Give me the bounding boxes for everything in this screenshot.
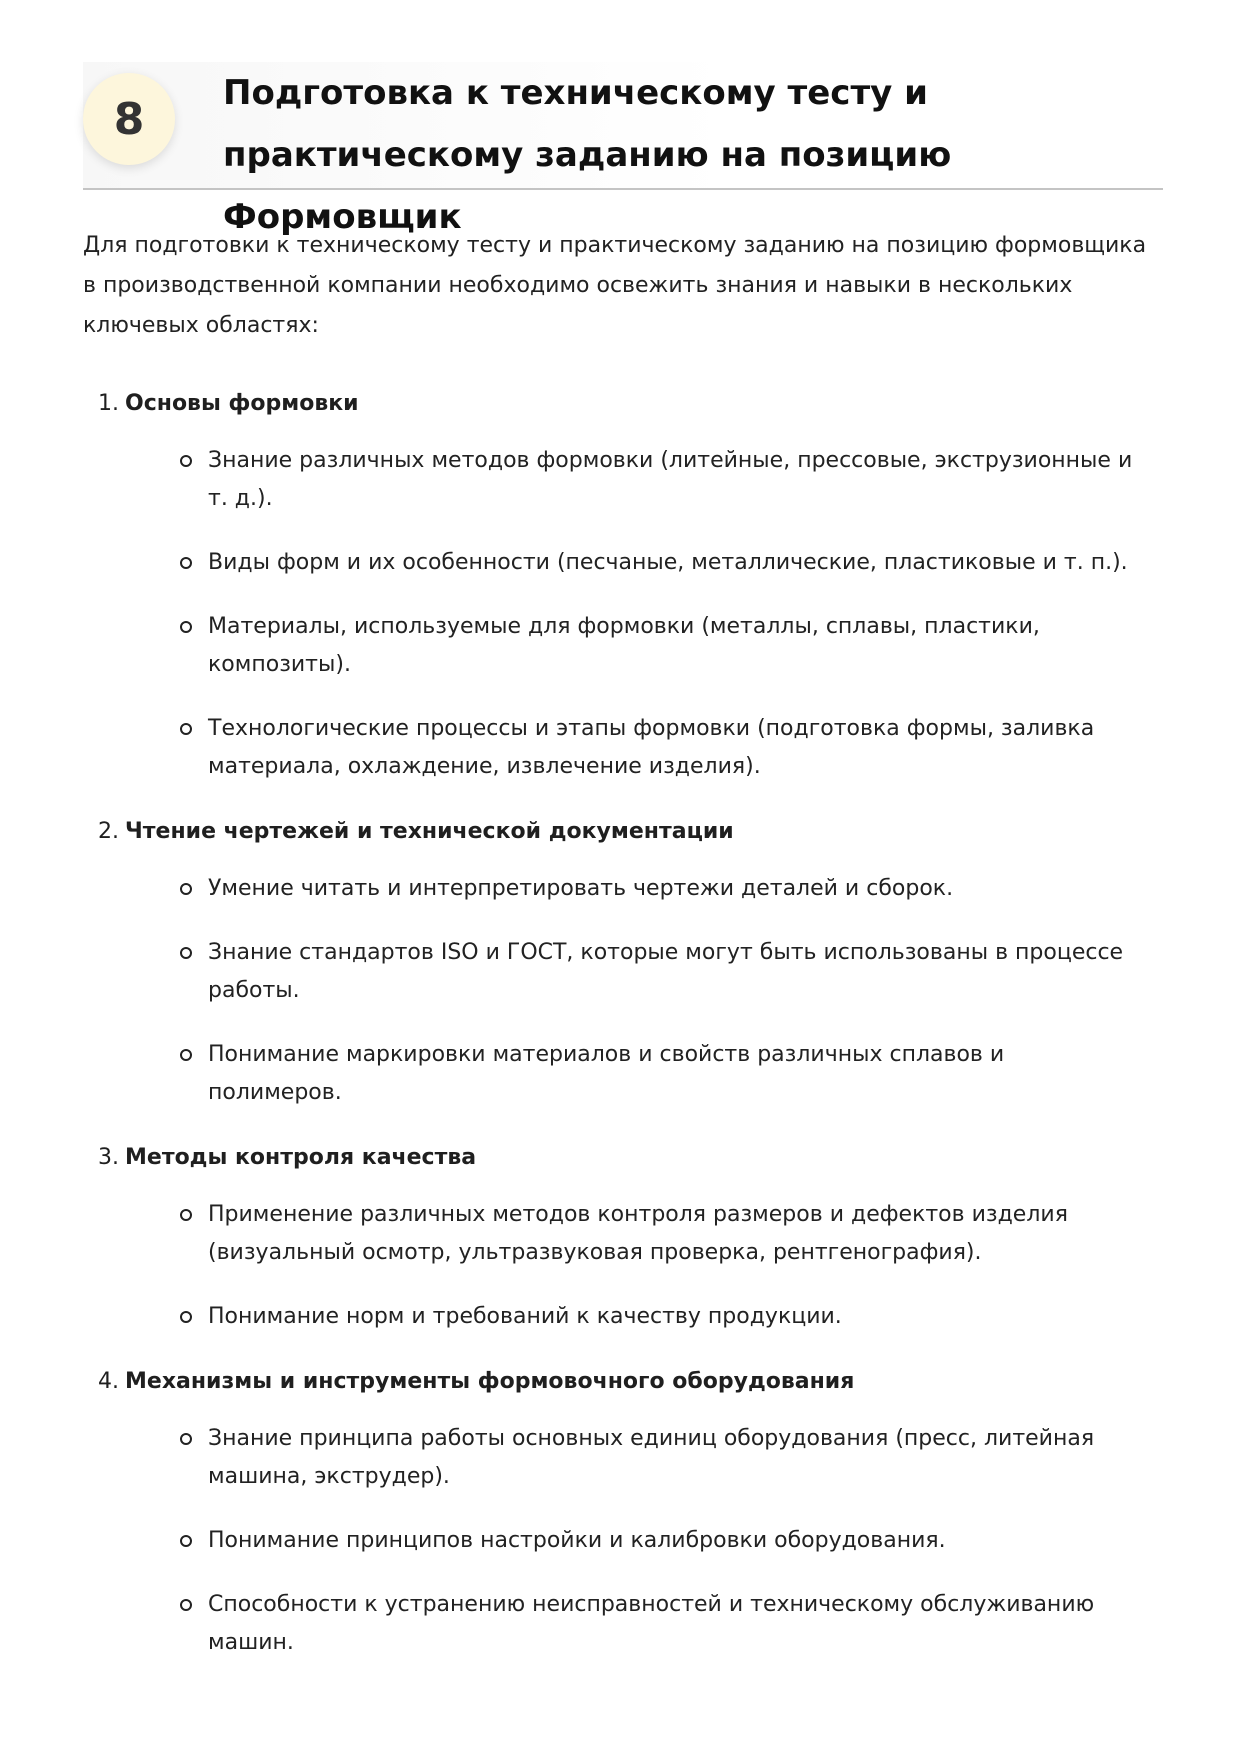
section-title: Методы контроля качества <box>125 1145 477 1170</box>
circle-bullet-icon <box>180 1311 192 1323</box>
list-item-text: Применение различных методов контроля размеров и дефектов изделия (визуальный осмотр, ультразвуковая проверка, рентгенография). <box>208 1202 1068 1265</box>
section-number: 1. <box>98 391 119 416</box>
section-title: Чтение чертежей и технической документации <box>125 819 734 844</box>
list-item <box>83 442 1163 518</box>
circle-bullet-icon <box>180 1599 192 1611</box>
circle-bullet-icon <box>180 1209 192 1221</box>
sections-list <box>83 384 1163 1662</box>
section-item <box>83 384 1163 786</box>
section-title: Механизмы и инструменты формовочного оборудования <box>125 1369 855 1394</box>
circle-bullet-icon <box>180 455 192 467</box>
section-number-badge: 8 <box>83 73 175 165</box>
circle-bullet-icon <box>180 557 192 569</box>
section-item <box>83 1138 1163 1336</box>
list-item <box>83 710 1163 786</box>
list-item <box>83 1586 1163 1662</box>
section-header <box>83 0 1163 237</box>
list-item <box>83 934 1163 1010</box>
list-item <box>83 1036 1163 1112</box>
list-item <box>83 1298 1163 1336</box>
list-item-text: Понимание принципов настройки и калибровки оборудования. <box>208 1528 946 1553</box>
list-item-text: Умение читать и интерпретировать чертежи деталей и сборок. <box>208 876 954 901</box>
section-heading <box>83 812 1163 852</box>
intro-paragraph: Для подготовки к техническому тесту и практическому заданию на позицию формовщика в производственной компании необходимо освежить знания и навыки в нескольких ключевых областях: <box>83 233 1147 338</box>
section-title: Основы формовки <box>125 391 359 416</box>
section-number: 2. <box>98 819 119 844</box>
circle-bullet-icon <box>180 621 192 633</box>
list-item-text: Знание различных методов формовки (литейные, прессовые, экструзионные и т. д.). <box>208 448 1133 511</box>
list-item <box>83 1420 1163 1496</box>
section-heading <box>83 384 1163 424</box>
section-heading <box>83 1362 1163 1402</box>
list-item-text: Виды форм и их особенности (песчаные, металлические, пластиковые и т. п.). <box>208 550 1128 575</box>
circle-bullet-icon <box>180 1049 192 1061</box>
list-item-text: Знание принципа работы основных единиц оборудования (пресс, литейная машина, экструдер). <box>208 1426 1095 1489</box>
circle-bullet-icon <box>180 1535 192 1547</box>
section-number: 4. <box>98 1369 119 1394</box>
section-heading <box>83 1138 1163 1178</box>
page-title: Подготовка к техническому тесту и практическому заданию на позицию Формовщик <box>223 73 952 237</box>
bullet-list <box>83 1196 1163 1336</box>
list-item-text: Знание стандартов ISO и ГОСТ, которые могут быть использованы в процессе работы. <box>208 940 1124 1003</box>
document-page <box>83 0 1163 1688</box>
list-item-text: Способности к устранению неисправностей и техническому обслуживанию машин. <box>208 1592 1095 1655</box>
list-item <box>83 1196 1163 1272</box>
list-item <box>83 870 1163 908</box>
bullet-list <box>83 1420 1163 1662</box>
list-item-text: Понимание норм и требований к качеству продукции. <box>208 1304 842 1329</box>
bullet-list <box>83 870 1163 1112</box>
list-item <box>83 1522 1163 1560</box>
section-item <box>83 812 1163 1112</box>
list-item-text: Материалы, используемые для формовки (металлы, сплавы, пластики, композиты). <box>208 614 1040 677</box>
circle-bullet-icon <box>180 723 192 735</box>
list-item-text: Технологические процессы и этапы формовки (подготовка формы, заливка материала, охлаждение, извлечение изделия). <box>208 716 1095 779</box>
circle-bullet-icon <box>180 1433 192 1445</box>
list-item <box>83 544 1163 582</box>
section-item <box>83 1362 1163 1662</box>
circle-bullet-icon <box>180 947 192 959</box>
list-item <box>83 608 1163 684</box>
bullet-list <box>83 442 1163 786</box>
list-item-text: Понимание маркировки материалов и свойств различных сплавов и полимеров. <box>208 1042 1005 1105</box>
circle-bullet-icon <box>180 883 192 895</box>
section-number: 3. <box>98 1145 119 1170</box>
